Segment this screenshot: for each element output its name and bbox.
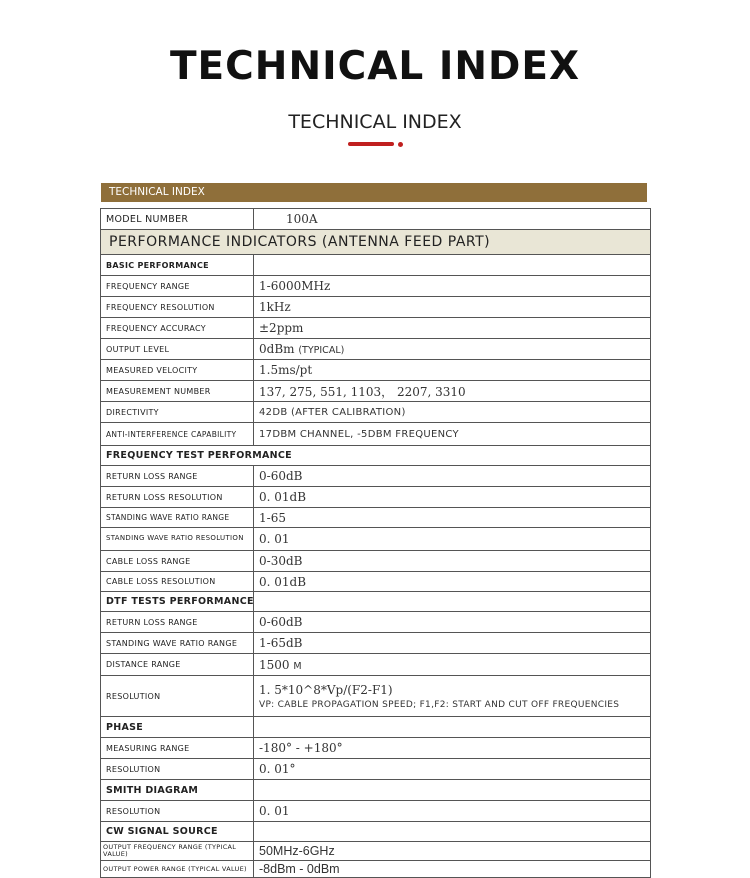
row-value: ±2ppm bbox=[254, 318, 651, 339]
row-value: 0. 01dB bbox=[254, 572, 651, 592]
empty-cell bbox=[254, 446, 651, 466]
table-row bbox=[101, 360, 651, 381]
row-label: CABLE LOSS RANGE bbox=[101, 551, 254, 572]
row-value: 0. 01dB bbox=[254, 487, 651, 508]
page-subtitle: TECHNICAL INDEX bbox=[288, 111, 462, 133]
empty-cell bbox=[254, 717, 651, 738]
section-row bbox=[101, 717, 651, 738]
row-value: 42DB (AFTER CALIBRATION) bbox=[254, 402, 651, 423]
row-label: RETURN LOSS RESOLUTION bbox=[101, 487, 254, 508]
table-row bbox=[101, 276, 651, 297]
section-row bbox=[101, 592, 651, 612]
cw-heading: CW SIGNAL SOURCE bbox=[101, 822, 254, 842]
row-label: CABLE LOSS RESOLUTION bbox=[101, 572, 254, 592]
row-value: 1-65dB bbox=[254, 633, 651, 654]
row-label: STANDING WAVE RATIO RANGE bbox=[101, 633, 254, 654]
row-value: 137, 275, 551, 1103， 2207, 3310 bbox=[254, 381, 651, 402]
model-label: MODEL NUMBER bbox=[101, 209, 254, 230]
table-row bbox=[101, 487, 651, 508]
row-value: 1.5ms/pt bbox=[254, 360, 651, 381]
row-value-main: 1500 bbox=[259, 657, 290, 672]
row-label: RETURN LOSS RANGE bbox=[101, 612, 254, 633]
section-row bbox=[101, 822, 651, 842]
table-row bbox=[101, 842, 651, 861]
row-label: MEASURING RANGE bbox=[101, 738, 254, 759]
row-value: 50MHz-6GHz bbox=[254, 842, 651, 861]
row-value: 0-60dB bbox=[254, 612, 651, 633]
table-row bbox=[101, 738, 651, 759]
row-value bbox=[254, 654, 651, 676]
empty-cell bbox=[254, 822, 651, 842]
row-value-main: 0dBm bbox=[259, 342, 295, 356]
row-label: STANDING WAVE RATIO RANGE bbox=[101, 508, 254, 528]
resolution-formula: 1. 5*10^8*Vp/(F2-F1) bbox=[259, 682, 393, 697]
row-label: STANDING WAVE RATIO RESOLUTION bbox=[101, 528, 254, 551]
row-value bbox=[254, 339, 651, 360]
row-label: MEASUREMENT NUMBER bbox=[101, 381, 254, 402]
table-row bbox=[101, 801, 651, 822]
empty-cell bbox=[254, 780, 651, 801]
title-underline-accent bbox=[348, 142, 394, 146]
table-row bbox=[101, 654, 651, 676]
table-row bbox=[101, 612, 651, 633]
row-value: 0. 01 bbox=[254, 528, 651, 551]
title-accent-dot bbox=[398, 142, 403, 147]
resolution-note: VP: CABLE PROPAGATION SPEED; F1,F2: START AND CUT OFF FREQUENCIES bbox=[259, 699, 620, 710]
empty-cell bbox=[254, 255, 651, 276]
table-row bbox=[101, 572, 651, 592]
row-label: FREQUENCY ACCURACY bbox=[101, 318, 254, 339]
performance-heading: PERFORMANCE INDICATORS (ANTENNA FEED PART) bbox=[101, 230, 651, 255]
model-value: 100A bbox=[254, 209, 651, 230]
table-row bbox=[101, 466, 651, 487]
section-row bbox=[101, 446, 651, 466]
table-row bbox=[101, 861, 651, 878]
row-label: RESOLUTION bbox=[101, 759, 254, 780]
table-row bbox=[101, 633, 651, 654]
table-row bbox=[101, 676, 651, 717]
row-label: MEASURED VELOCITY bbox=[101, 360, 254, 381]
row-value: 0. 01° bbox=[254, 759, 651, 780]
row-label: FREQUENCY RESOLUTION bbox=[101, 297, 254, 318]
spec-table bbox=[100, 208, 651, 878]
row-value-suffix: (TYPICAL) bbox=[298, 345, 345, 356]
row-value bbox=[254, 676, 651, 717]
table-caption-bar: TECHNICAL INDEX bbox=[101, 183, 647, 202]
row-label: ANTI-INTERFERENCE CAPABILITY bbox=[101, 423, 254, 446]
row-label: RESOLUTION bbox=[101, 676, 254, 717]
row-label: OUTPUT FREQUENCY RANGE (TYPICAL VALUE) bbox=[101, 842, 254, 861]
row-label: DISTANCE RANGE bbox=[101, 654, 254, 676]
row-value: 17DBM CHANNEL, -5DBM FREQUENCY bbox=[254, 423, 651, 446]
row-label: OUTPUT LEVEL bbox=[101, 339, 254, 360]
table-row bbox=[101, 759, 651, 780]
section-row bbox=[101, 780, 651, 801]
row-value: 0-60dB bbox=[254, 466, 651, 487]
table-row bbox=[101, 297, 651, 318]
row-value: 1-65 bbox=[254, 508, 651, 528]
section-header-row bbox=[101, 230, 651, 255]
table-row bbox=[101, 551, 651, 572]
empty-cell bbox=[254, 592, 651, 612]
row-value: 0. 01 bbox=[254, 801, 651, 822]
table-row bbox=[101, 381, 651, 402]
row-value: -180° - +180° bbox=[254, 738, 651, 759]
row-label: RETURN LOSS RANGE bbox=[101, 466, 254, 487]
table-row bbox=[101, 209, 651, 230]
row-value: -8dBm - 0dBm bbox=[254, 861, 651, 878]
frequency-test-heading: FREQUENCY TEST PERFORMANCE bbox=[101, 446, 254, 466]
dtf-heading: DTF TESTS PERFORMANCE bbox=[101, 592, 254, 612]
row-value: 1kHz bbox=[254, 297, 651, 318]
smith-heading: SMITH DIAGRAM bbox=[101, 780, 254, 801]
phase-heading: PHASE bbox=[101, 717, 254, 738]
row-value: 1-6000MHz bbox=[254, 276, 651, 297]
row-value: 0-30dB bbox=[254, 551, 651, 572]
page-title: TECHNICAL INDEX bbox=[169, 44, 581, 89]
row-value-suffix: M bbox=[293, 660, 302, 672]
table-row bbox=[101, 402, 651, 423]
section-row bbox=[101, 255, 651, 276]
table-row bbox=[101, 528, 651, 551]
row-label: OUTPUT POWER RANGE (TYPICAL VALUE) bbox=[101, 861, 254, 878]
table-row bbox=[101, 339, 651, 360]
table-row bbox=[101, 423, 651, 446]
basic-heading: BASIC PERFORMANCE bbox=[101, 255, 254, 276]
row-label: DIRECTIVITY bbox=[101, 402, 254, 423]
table-row bbox=[101, 508, 651, 528]
row-label: RESOLUTION bbox=[101, 801, 254, 822]
table-row bbox=[101, 318, 651, 339]
row-label: FREQUENCY RANGE bbox=[101, 276, 254, 297]
